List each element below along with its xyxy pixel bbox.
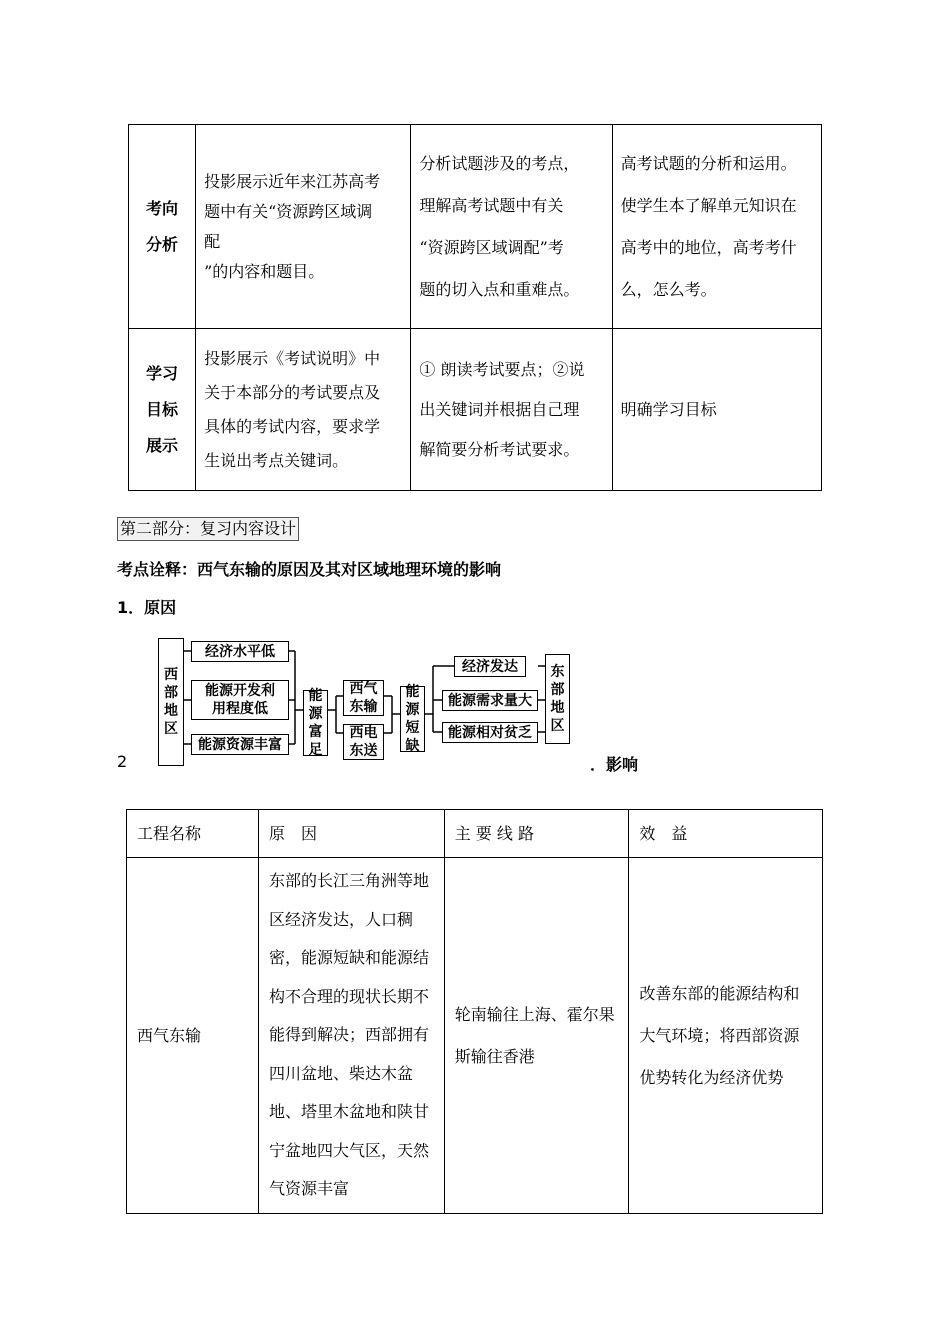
teacher-activity-cell: 投影展示《考试说明》中 关于本部分的考试要点及 具体的考试内容，要求学 生说出考点关键词。 <box>196 329 411 491</box>
student-activity-cell: 分析试题涉及的考点， 理解高考试题中有关 “资源跨区域调配”考 题的切入点和重难点。 <box>411 125 612 329</box>
reason-cell: 东部的长江三角洲等地 区经济发达，人口稠 密，能源短缺和能源结 构不合理的现状长期不 能得到解决；西部拥有 四川盆地、柴达木盆 地、塔里木盆地和陕甘 宁盆地四大气区，天然 气资源丰富 <box>259 858 445 1214</box>
route-cell: 轮南输往上海、霍尔果 斯输往香港 <box>444 858 629 1214</box>
table-row <box>129 125 822 329</box>
teacher-activity-cell: 投影展示近年来江苏高考 题中有关“资源跨区域调 配 ”的内容和题目。 <box>196 125 411 329</box>
column-header: 主 要 线 路 <box>444 810 629 858</box>
row-label: 学习 目标 展示 <box>129 329 196 491</box>
column-header: 效 益 <box>629 810 823 858</box>
item-2-heading: ．影响 <box>590 755 639 774</box>
table-row <box>129 329 822 491</box>
east-region-box: 东 部 地 区 <box>545 654 570 744</box>
west-region-box: 西 部 地 区 <box>158 638 184 766</box>
low-development-box: 能源开发利 用程度低 <box>191 680 289 720</box>
energy-abundant-box: 能 源 富 足 <box>303 690 328 756</box>
item-1-heading: 1．原因 <box>117 598 177 617</box>
low-economy-box: 经济水平低 <box>191 641 289 662</box>
developed-economy-box: 经济发达 <box>454 656 526 677</box>
benefit-cell: 改善东部的能源结构和 大气环境；将西部资源 优势转化为经济优势 <box>629 858 823 1214</box>
item-2-number: 2 <box>117 752 128 771</box>
teaching-plan-table <box>128 124 822 491</box>
section-title: 第二部分：复习内容设计 <box>117 517 299 541</box>
column-header: 工程名称 <box>127 810 259 858</box>
design-intent-cell: 高考试题的分析和运用。 使学生本了解单元知识在 高考中的地位，高考考什 么，怎么考。 <box>612 125 821 329</box>
design-intent-cell: 明确学习目标 <box>612 329 821 491</box>
rich-resources-box: 能源资源丰富 <box>191 734 289 755</box>
west-gas-east-box: 西气 东输 <box>343 680 384 716</box>
row-label: 考向 分析 <box>129 125 196 329</box>
point-title: 考点诠释：西气东输的原因及其对区域地理环境的影响 <box>117 560 502 579</box>
table-row <box>127 858 823 1214</box>
student-activity-cell: ① 朗读考试要点；②说 出关键词并根据自己理 解简要分析考试要求。 <box>411 329 612 491</box>
energy-shortage-box: 能 源 短 缺 <box>400 686 425 752</box>
project-table <box>126 809 823 1214</box>
table-header-row <box>127 810 823 858</box>
project-name-cell: 西气东输 <box>127 858 259 1214</box>
relatively-poor-box: 能源相对贫乏 <box>442 722 538 743</box>
cause-flow-diagram <box>158 638 572 766</box>
column-header: 原 因 <box>259 810 445 858</box>
high-demand-box: 能源需求量大 <box>442 690 538 711</box>
west-power-east-box: 西电 东送 <box>343 724 384 760</box>
